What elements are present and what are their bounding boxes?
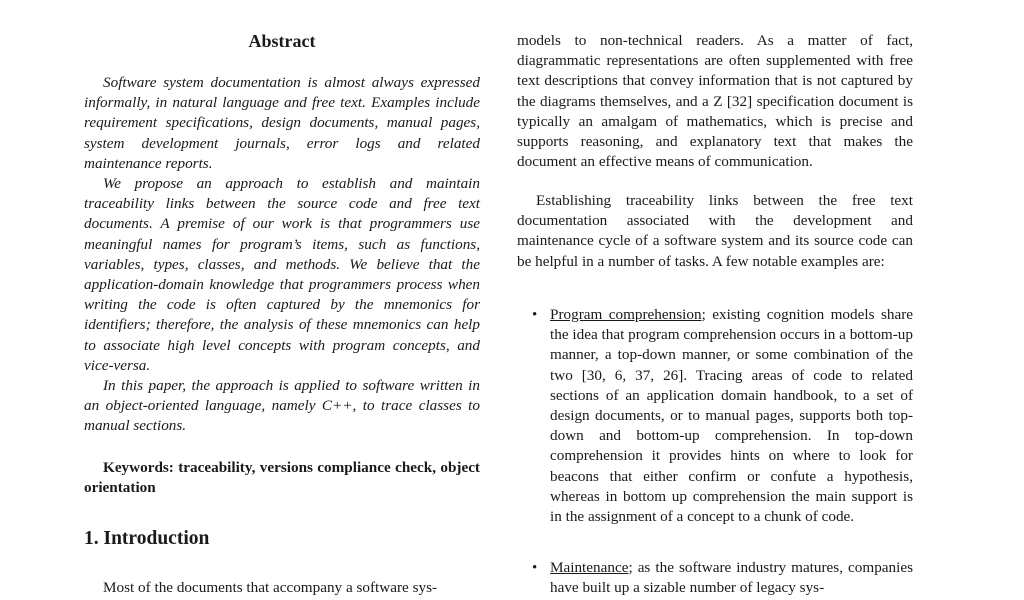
abstract-paragraph-3: In this paper, the approach is applied to software written in an object-oriented language, namely C++, to trace classes to manual sections. [84, 377, 480, 435]
right-paragraph-continued: models to non-technical readers. As a matter of fact, diagrammatic representations are often supplemented with free text descriptions that convey information that is not captured by the diagrams themselves, and a Z [32] specification document is typically an amalgam of mathematics, which is precise and supports reasoning, and explanatory text that makes the document an effective means of communication. [517, 32, 913, 171]
bullet-term: Maintenance [550, 559, 629, 576]
bullet-marker: • [532, 307, 538, 323]
abstract-paragraph-1: Software system documentation is almost always expressed informally, in natural language and free text. Examples include requirement specifications, design documents, manual pages, system development journals, error logs and related maintenance reports. [84, 74, 480, 172]
section-title-introduction: 1. Introduction [84, 528, 210, 549]
bullet-text: ; as the software industry matures, companies have built up a sizable number of legacy sys- [550, 559, 913, 597]
abstract-paragraph-2: We propose an approach to establish and maintain traceability links between the source code and free text documents. A premise of our work is that programmers use meaningful names for program’s items, such as functions, variables, types, classes, and methods. We believe that the application-domain knowledge that programmers process when writing the code is often captured by the mnemonics for identifiers; therefore, the analysis of these mnemonics can help to associate high level concepts with program concepts, and vice-versa. [84, 175, 480, 374]
bullet-item-maintenance [550, 558, 913, 598]
bullet-item-program-comprehension [550, 305, 913, 527]
abstract-heading: Abstract [248, 31, 316, 51]
keywords: Keywords: traceability, versions compliance check, object orientation [84, 459, 480, 497]
bullet-text: ; existing cognition models share the idea that program comprehension occurs in a bottom-up manner, a top-down manner, or some combination of the two [30, 6, 37, 26]. Tracing areas of code to related sections of an application domain handbook, to a set of design documents, or to manual pages, supports both top-down and bottom-up comprehension. In top-down comprehension it provides hints on where to look for beacons that either confirm or confute a hypothesis, whereas in bottom up comprehension the main support is in the assignment of a concept to a chunk of code. [550, 306, 913, 526]
intro-paragraph-1: Most of the documents that accompany a software sys- [103, 579, 438, 596]
bullet-term: Program comprehension [550, 306, 702, 323]
bullet-marker: • [532, 560, 538, 576]
right-paragraph-2: Establishing traceability links between the free text documentation associated with the development and maintenance cycle of a software system and its source code can be helpful in a number of tasks. A few notable examples are: [517, 192, 913, 270]
